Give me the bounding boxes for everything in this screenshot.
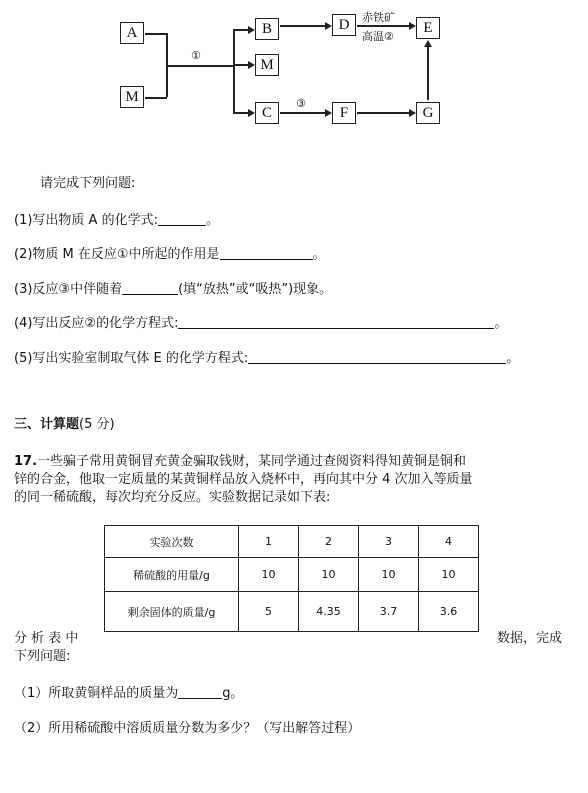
question-4	[14, 314, 507, 333]
node-b-label: B	[261, 20, 272, 37]
table-cell: 3.6	[419, 592, 479, 632]
arrow-to-b	[248, 26, 255, 34]
question-4-end: 。	[494, 316, 508, 331]
sub-question-1	[14, 684, 244, 703]
reaction-3-label: ③	[296, 97, 306, 110]
node-e	[416, 17, 440, 39]
condition-top-label: 赤铁矿	[362, 11, 395, 24]
table-row	[105, 558, 479, 592]
connector-line	[233, 29, 248, 31]
connector-line	[233, 112, 248, 114]
connector-line	[357, 112, 409, 114]
table-cell: 10	[299, 558, 359, 592]
node-d	[332, 14, 356, 36]
table-cell: 5	[239, 592, 299, 632]
problem-line-3: 的同一稀硫酸，每次均充分反应。实验数据记录如下表:	[14, 490, 331, 505]
node-m-label: M	[125, 88, 139, 105]
table-header-cell: 2	[299, 526, 359, 558]
node-g	[416, 102, 440, 124]
section-title: 三、计算题	[14, 417, 80, 432]
node-a-label: A	[126, 24, 138, 41]
sub-question-1-text: （1）所取黄铜样品的质量为	[14, 686, 179, 701]
arrow-to-d	[325, 22, 332, 30]
connector-line	[233, 29, 235, 113]
question-2	[14, 245, 326, 264]
arrow-to-c	[248, 109, 255, 117]
problem-line-1-text: 一些骗子常用黄铜冒充黄金骗取钱财，某同学通过查阅资料得知黄铜是铜和	[37, 454, 467, 469]
experiment-table	[104, 525, 479, 632]
connector-line	[233, 64, 248, 66]
arrow-to-e	[409, 22, 416, 30]
connector-line	[166, 65, 233, 67]
node-e-label: E	[423, 19, 433, 36]
connector-line	[280, 112, 325, 114]
question-2-text: (2)物质 M 在反应①中所起的作用是	[14, 247, 220, 262]
question-3-end: (填“放热”或“吸热”)现象。	[178, 282, 333, 297]
problem-line-1	[14, 453, 466, 471]
question-4-text: (4)写出反应②的化学方程式:	[14, 316, 179, 331]
node-b	[255, 18, 279, 40]
question-2-end: 。	[312, 247, 326, 262]
table-cell: 4.35	[299, 592, 359, 632]
answer-blank	[248, 349, 506, 364]
node-c-label: C	[261, 104, 272, 121]
condition-bottom-label: 高温②	[362, 30, 394, 43]
table-cell: 10	[419, 558, 479, 592]
node-c	[255, 102, 279, 124]
node-d-label: D	[338, 16, 350, 33]
question-3-text: (3)反应③中伴随着	[14, 282, 123, 297]
question-1-end: 。	[205, 213, 219, 228]
arrow-to-g	[409, 109, 416, 117]
table-header-cell: 实验次数	[105, 526, 239, 558]
question-1-text: (1)写出物质 A 的化学式:	[14, 213, 158, 228]
reaction-1-label: ①	[191, 49, 201, 62]
arrow-to-e-up	[424, 40, 432, 47]
answer-blank	[220, 245, 313, 260]
question-5-end: 。	[506, 351, 520, 366]
connector-line	[357, 25, 409, 27]
node-f-label: F	[339, 104, 349, 121]
question-5-text: (5)写出实验室制取气体 E 的化学方程式:	[14, 351, 249, 366]
connector-line	[280, 25, 325, 27]
connector-line	[145, 33, 166, 35]
node-m2	[255, 54, 279, 76]
table-cell: 3.7	[359, 592, 419, 632]
table-row	[105, 592, 479, 632]
node-g-label: G	[422, 104, 434, 121]
answer-blank	[178, 314, 494, 329]
analysis-left: 分 析 表 中	[14, 631, 79, 646]
connector-line	[427, 46, 429, 100]
table-cell: 稀硫酸的用量/g	[105, 558, 239, 592]
table-cell: 10	[359, 558, 419, 592]
section-score: (5 分)	[79, 417, 115, 432]
sub-question-2: （2）所用稀硫酸中溶质质量分数为多少？（写出解答过程）	[14, 721, 361, 736]
problem-line-2: 锌的合金，他取一定质量的某黄铜样品放入烧杯中，再向其中分 4 次加入等质量	[14, 472, 473, 487]
node-f	[332, 102, 356, 124]
answer-blank	[178, 684, 222, 699]
table-header-cell: 1	[239, 526, 299, 558]
sub-question-1-end: g。	[222, 686, 244, 701]
node-a	[120, 22, 144, 44]
analysis-right: 数据，完成	[497, 631, 563, 646]
intro-text: 请完成下列问题:	[40, 176, 136, 191]
section-heading	[14, 416, 115, 434]
node-m	[120, 86, 144, 108]
question-1	[14, 211, 219, 230]
table-cell: 剩余固体的质量/g	[105, 592, 239, 632]
table-header-cell: 4	[419, 526, 479, 558]
node-m2-label: M	[260, 56, 274, 73]
question-3	[14, 280, 332, 299]
answer-blank	[122, 280, 178, 295]
table-header-cell: 3	[359, 526, 419, 558]
table-row	[105, 526, 479, 558]
analysis-line-2: 下列问题:	[14, 649, 71, 664]
question-5	[14, 349, 519, 368]
problem-number: 17.	[14, 454, 38, 469]
table-cell: 10	[239, 558, 299, 592]
arrow-to-f	[325, 109, 332, 117]
flow-diagram	[100, 0, 450, 130]
answer-blank	[158, 211, 206, 226]
arrow-to-m	[248, 61, 255, 69]
connector-line	[145, 97, 167, 99]
